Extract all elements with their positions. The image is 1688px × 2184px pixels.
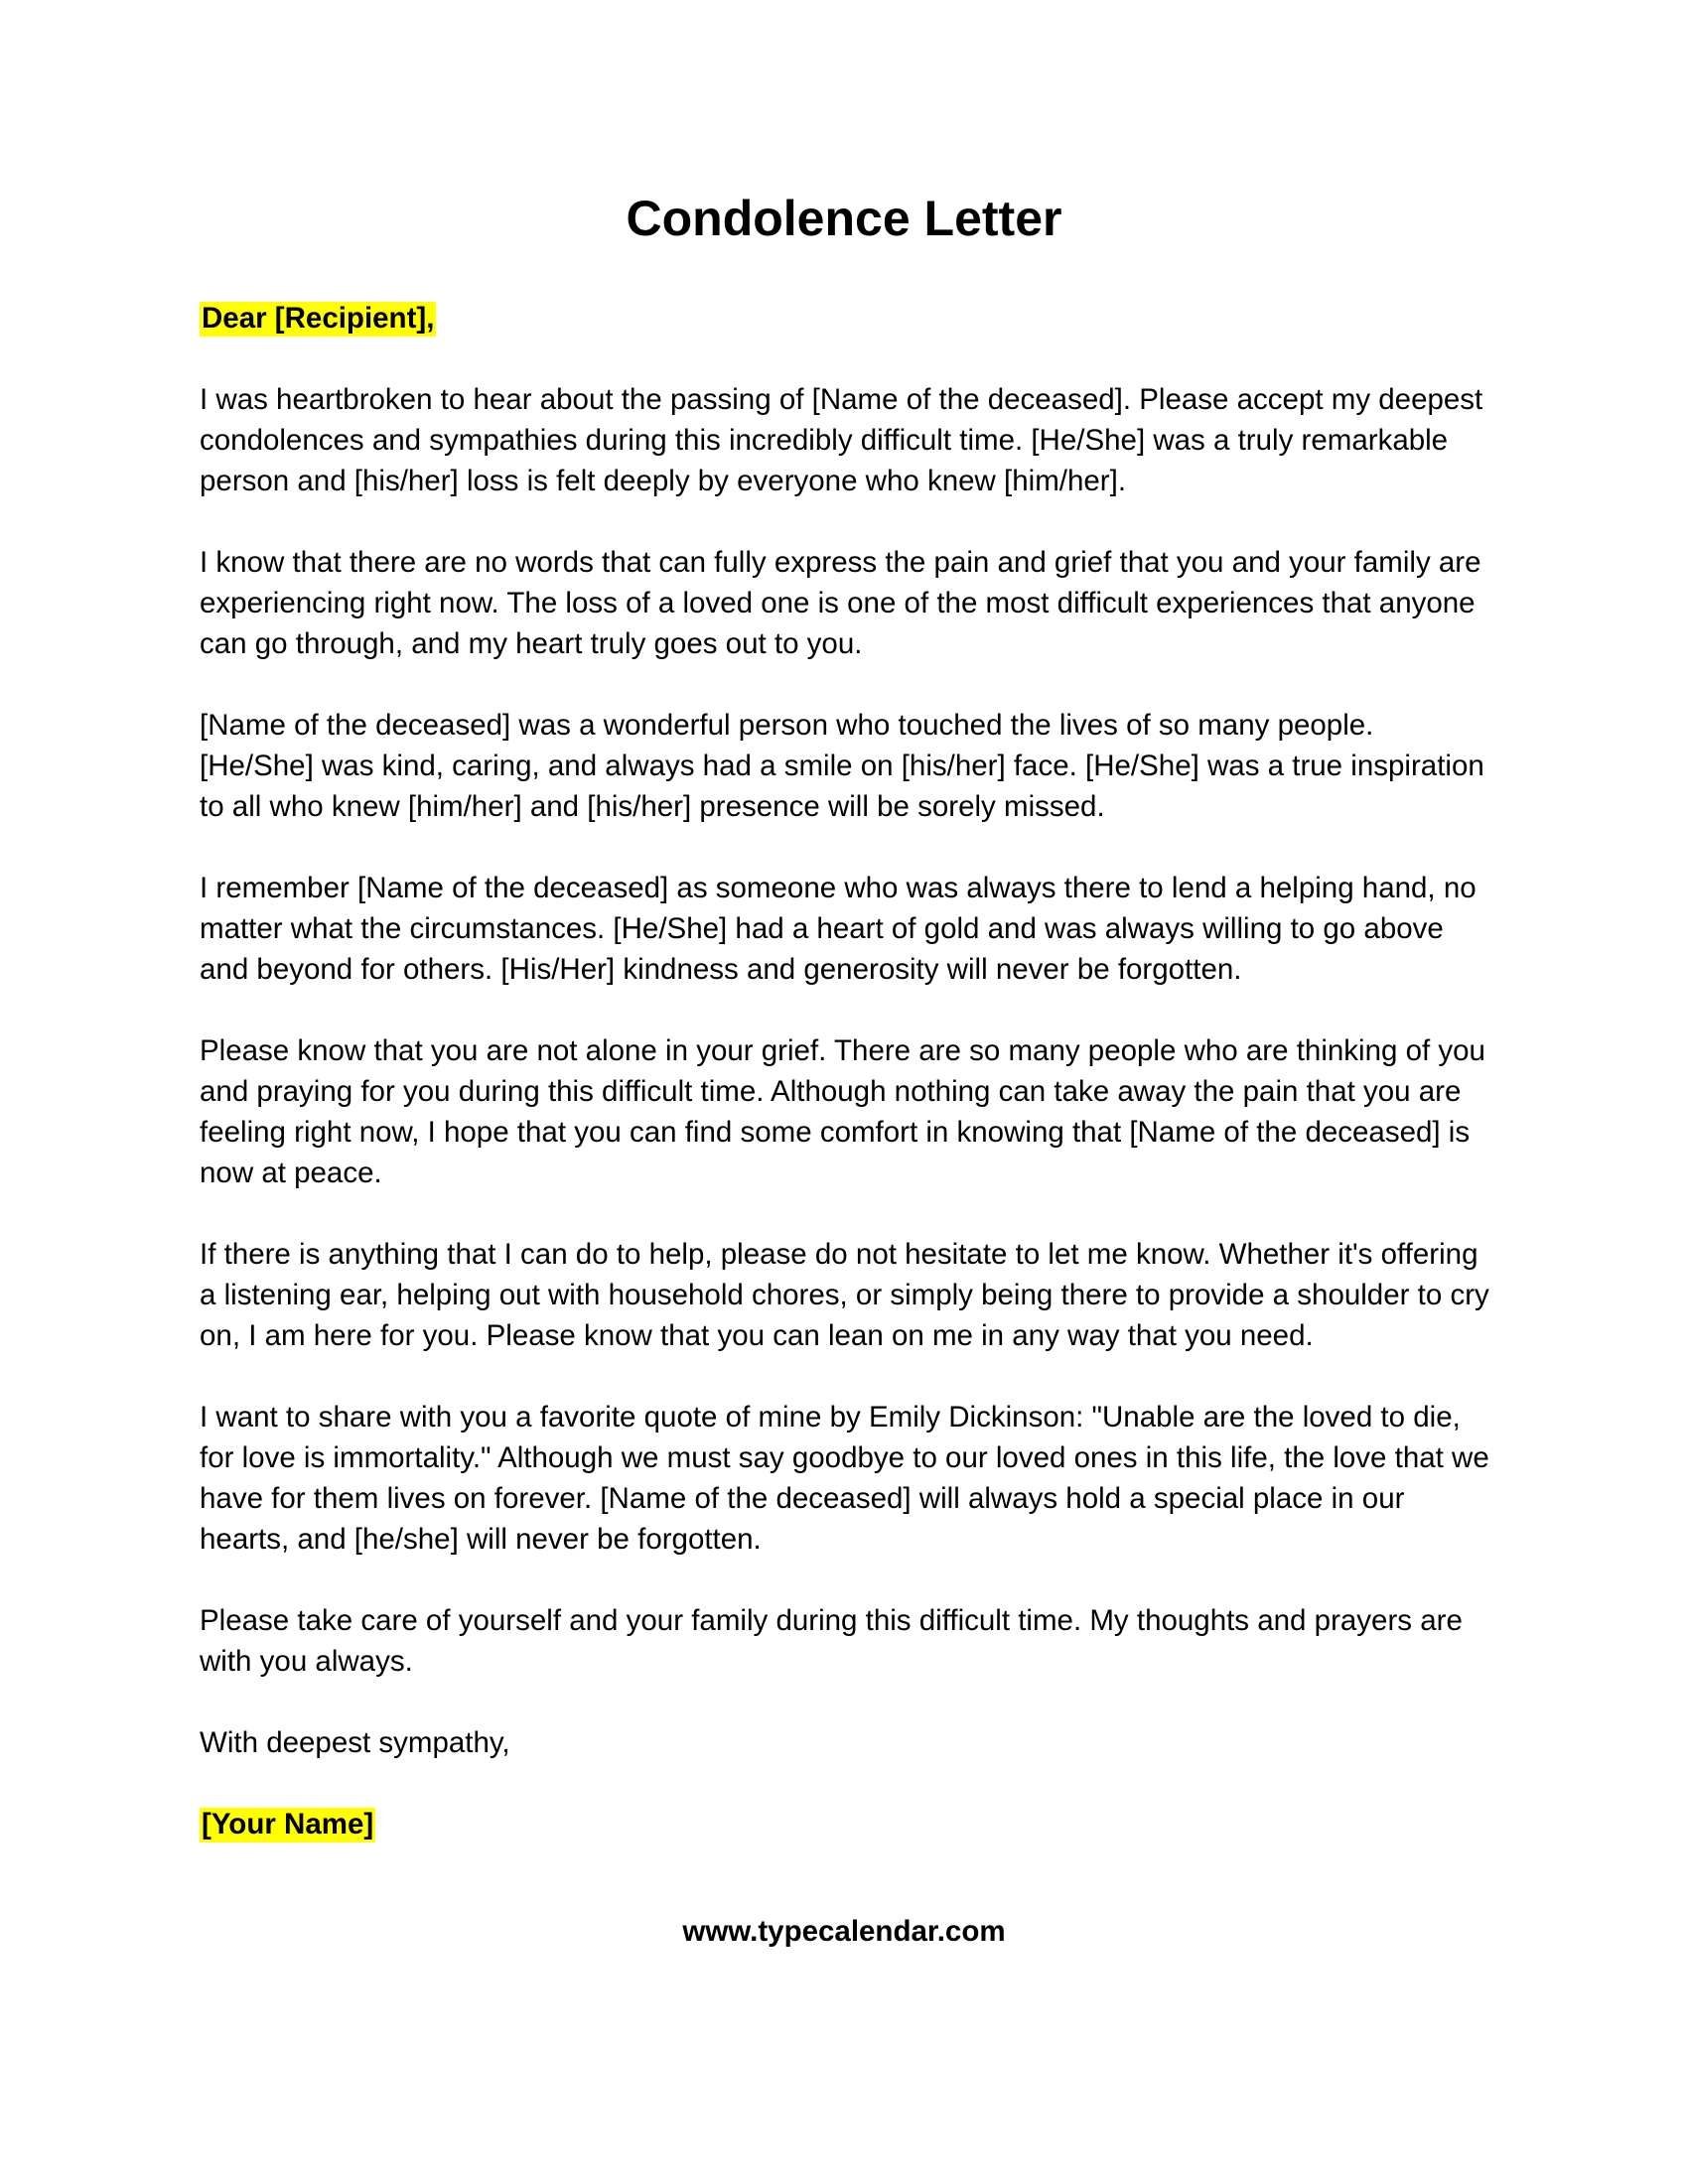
- paragraph-7: I want to share with you a favorite quote of mine by Emily Dickinson: "Unable are the loved to die, for love is immortality." Although we must say goodbye to our loved ones in this life, the love that we have for them lives on forever. [Name of the deceased] will always hold a special place in our hearts, and [he/she] will never be forgotten.: [200, 1401, 1489, 1556]
- letter-body: [200, 298, 1490, 1885]
- paragraph-4: I remember [Name of the deceased] as someone who was always there to lend a helping hand, no matter what the circumstances. [He/She] had a heart of gold and was always willing to go above and beyond for others. [His/Her] kindness and generosity will never be forgotten.: [200, 872, 1477, 986]
- paragraph-2: I know that there are no words that can fully express the pain and grief that you and your family are experiencing right now. The loss of a loved one is one of the most difficult experiences that anyone can go through, and my heart truly goes out to you.: [200, 546, 1481, 660]
- paragraph-5: Please know that you are not alone in your grief. There are so many people who are thinking of you and praying for you during this difficult time. Although nothing can take away the pain that you are feeling right now, I hope that you can find some comfort in knowing that [Name of the deceased] is now at peace.: [200, 1034, 1485, 1189]
- page-title: Condolence Letter: [626, 191, 1062, 246]
- paragraph-8: Please take care of yourself and your family during this difficult time. My thoughts and prayers are with you always.: [200, 1604, 1463, 1678]
- salutation-highlight: Dear [Recipient],: [202, 302, 435, 335]
- closing: With deepest sympathy,: [200, 1726, 510, 1759]
- footer-website: www.typecalendar.com: [682, 1915, 1006, 1948]
- salutation: [200, 298, 1490, 339]
- paragraph-3: [Name of the deceased] was a wonderful person who touched the lives of so many people. [He/She] was kind, caring, and always had a smile on [his/her] face. [He/She] was a true inspiration to all who knew [him/her] and [his/her] presence will be sorely missed.: [200, 709, 1484, 823]
- signature: [200, 1804, 1490, 1844]
- paragraph-1: I was heartbroken to hear about the passing of [Name of the deceased]. Please accept my deepest condolences and sympathies during this incredibly difficult time. [He/She] was a truly remarkable person and [his/her] loss is felt deeply by everyone who knew [him/her].: [200, 383, 1483, 497]
- paragraph-6: If there is anything that I can do to help, please do not hesitate to let me know. Whether it's offering a listening ear, helping out with household chores, or simply being there to provide a shoulder to cry on, I am here for you. Please know that you can lean on me in any way that you need.: [200, 1238, 1489, 1352]
- signature-highlight: [Your Name]: [202, 1808, 374, 1841]
